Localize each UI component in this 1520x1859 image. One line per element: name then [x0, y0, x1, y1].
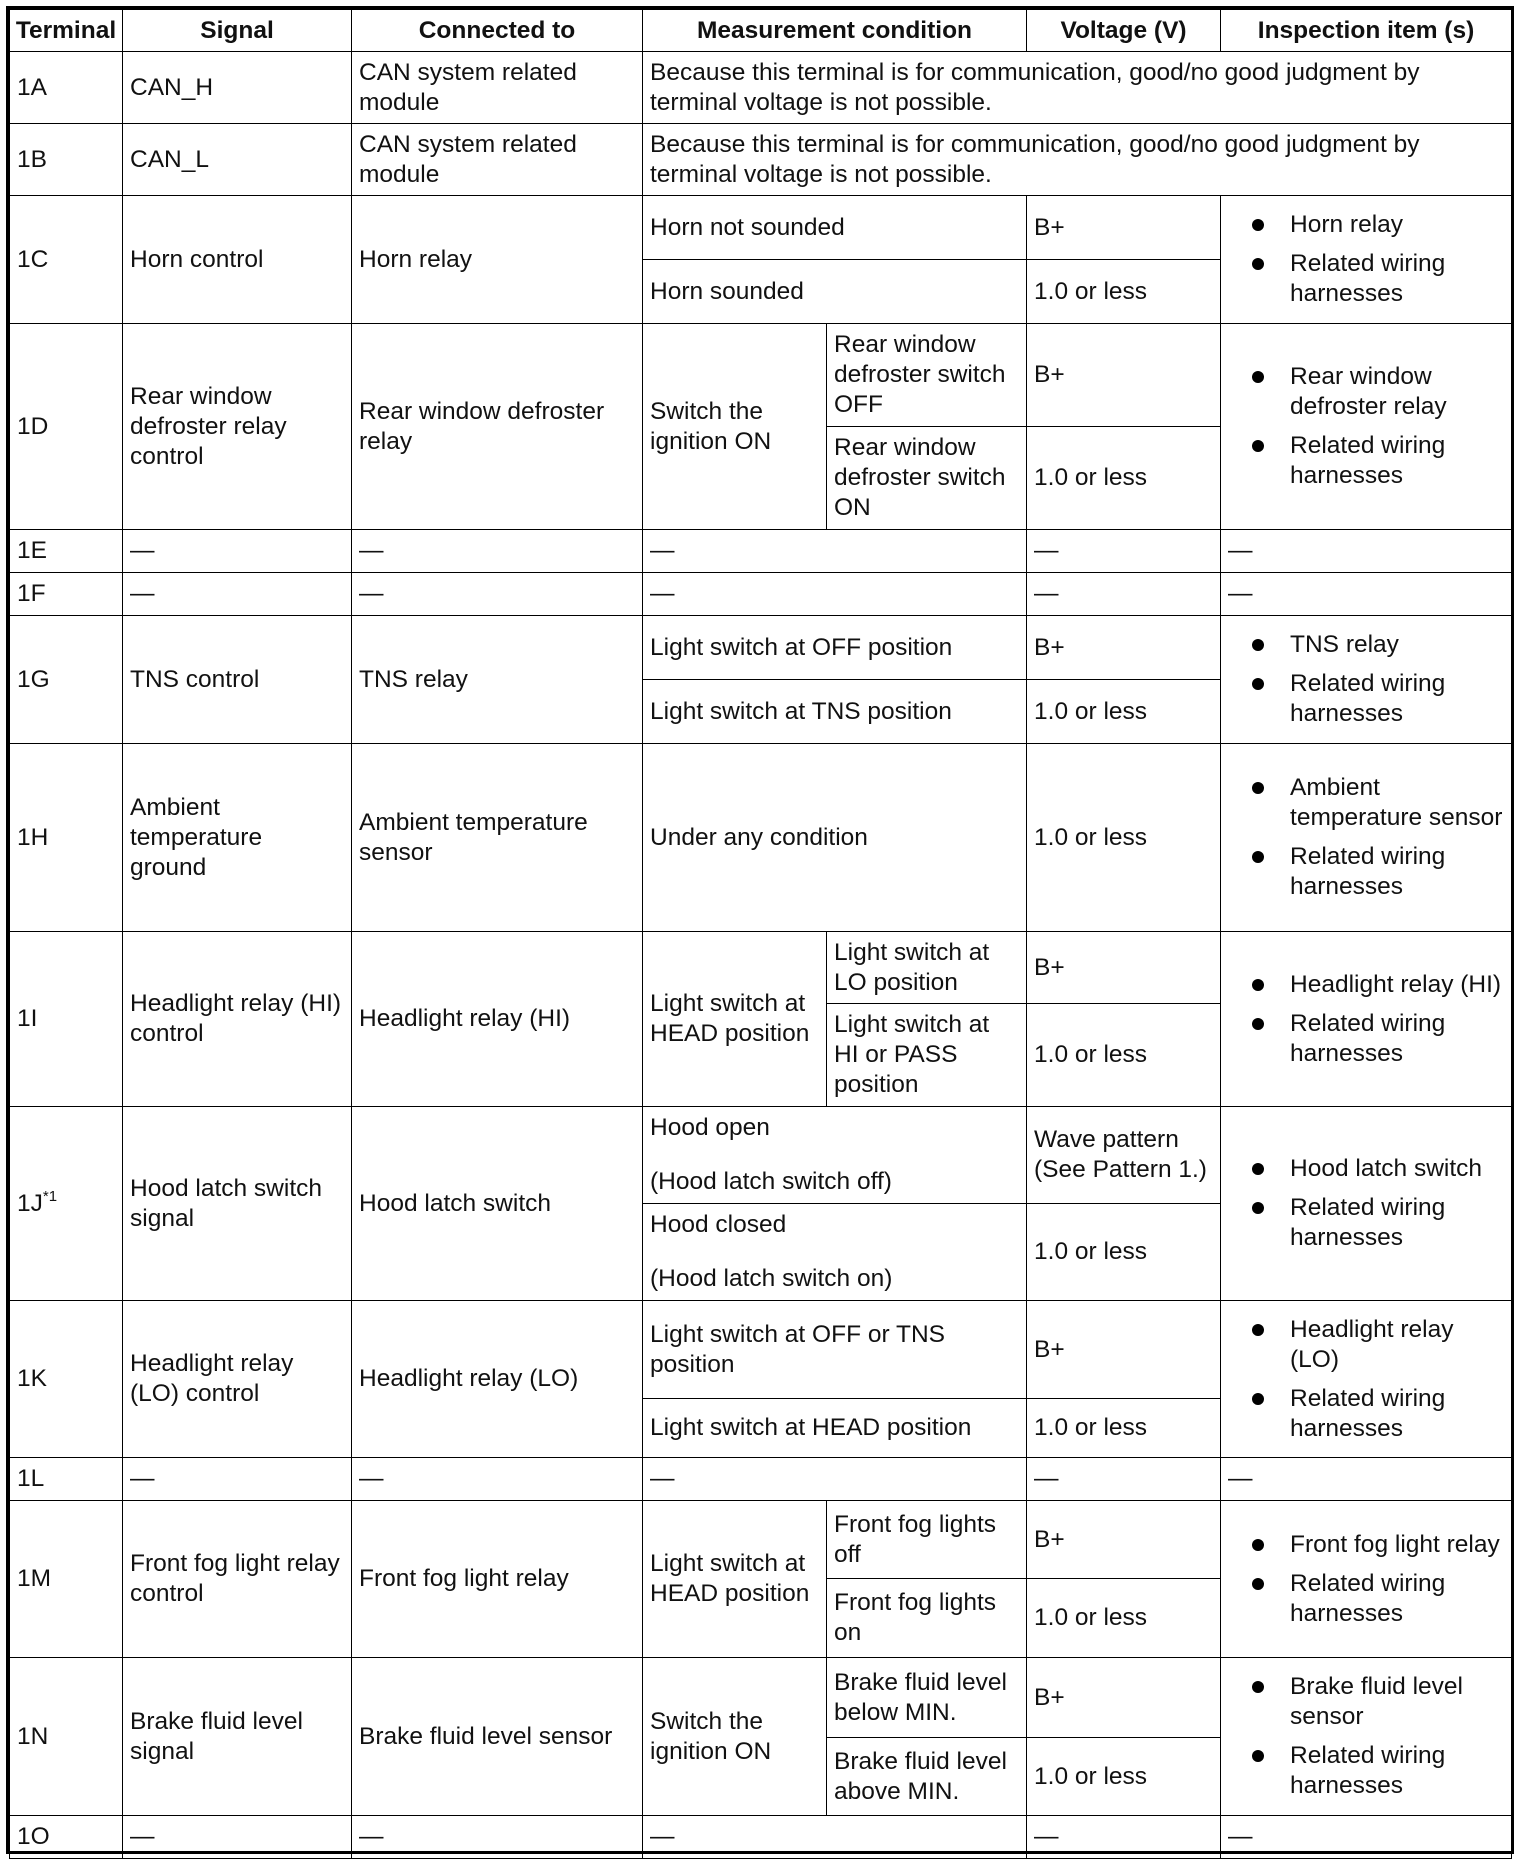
table-row [10, 124, 1512, 196]
voltage-cell: B+ [1027, 1301, 1221, 1399]
terminal-cell: 1C [10, 196, 123, 324]
inspection-item: Related wiring harnesses [1252, 1193, 1504, 1253]
voltage-cell: 1.0 or less [1027, 1399, 1221, 1458]
sub-condition-cell: Front fog lights off [827, 1501, 1027, 1579]
empty-cell: — [643, 1458, 1027, 1501]
empty-cell: — [1027, 1458, 1221, 1501]
header-measurement-condition: Measurement condition [643, 10, 1027, 52]
terminal-cell [10, 1107, 123, 1301]
empty-cell: — [352, 1458, 643, 1501]
terminal-cell: 1N [10, 1658, 123, 1816]
inspection-item: Ambient temperature sensor [1252, 773, 1504, 833]
empty-cell: — [1221, 530, 1512, 573]
terminal-cell: 1B [10, 124, 123, 196]
voltage-cell: B+ [1027, 616, 1221, 680]
header-signal: Signal [123, 10, 352, 52]
table-row [10, 744, 1512, 932]
terminal-cell: 1L [10, 1458, 123, 1501]
signal-cell: Rear window defroster relay control [123, 324, 352, 530]
inspection-cell [1221, 1658, 1512, 1816]
inspection-cell [1221, 324, 1512, 530]
empty-cell: — [352, 573, 643, 616]
sub-condition-cell: Rear window defroster switch ON [827, 427, 1027, 530]
voltage-cell: 1.0 or less [1027, 744, 1221, 932]
signal-cell: CAN_H [123, 52, 352, 124]
inspection-cell [1221, 1501, 1512, 1658]
inspection-item: Related wiring harnesses [1252, 669, 1504, 729]
voltage-cell: B+ [1027, 1501, 1221, 1579]
empty-cell: — [123, 573, 352, 616]
empty-cell: — [1221, 1816, 1512, 1859]
communication-note: Because this terminal is for communication, good/no good judgment by terminal voltage is not possible. [643, 52, 1512, 124]
terminal-label: 1J [17, 1189, 43, 1217]
voltage-cell: 1.0 or less [1027, 1004, 1221, 1107]
inspection-cell [1221, 196, 1512, 324]
inspection-cell [1221, 1301, 1512, 1458]
terminal-cell: 1M [10, 1501, 123, 1658]
header-connected-to: Connected to [352, 10, 643, 52]
voltage-cell: B+ [1027, 932, 1221, 1004]
inspection-cell [1221, 932, 1512, 1107]
inspection-item: Front fog light relay [1252, 1530, 1504, 1560]
inspection-item: Headlight relay (HI) [1252, 970, 1504, 1000]
signal-cell: Ambient temperature ground [123, 744, 352, 932]
connected-cell: Hood latch switch [352, 1107, 643, 1301]
empty-cell: — [1221, 573, 1512, 616]
table-row [10, 196, 1512, 260]
terminal-cell: 1K [10, 1301, 123, 1458]
table-row [10, 324, 1512, 427]
voltage-cell: B+ [1027, 1658, 1221, 1738]
condition-cell: Light switch at OFF or TNS position [643, 1301, 1027, 1399]
condition-line: (Hood latch switch off) [650, 1168, 892, 1195]
table-row [10, 52, 1512, 124]
condition-cell: Under any condition [643, 744, 1027, 932]
condition-cell: Light switch at HEAD position [643, 1501, 827, 1658]
empty-cell: — [643, 573, 1027, 616]
signal-cell: CAN_L [123, 124, 352, 196]
terminal-cell: 1I [10, 932, 123, 1107]
inspection-cell [1221, 616, 1512, 744]
inspection-item: Headlight relay (LO) [1252, 1315, 1504, 1375]
empty-cell: — [1221, 1458, 1512, 1501]
signal-cell: Horn control [123, 196, 352, 324]
empty-cell: — [123, 530, 352, 573]
sub-condition-cell: Brake fluid level below MIN. [827, 1658, 1027, 1738]
empty-cell: — [352, 1816, 643, 1859]
signal-cell: Brake fluid level signal [123, 1658, 352, 1816]
signal-cell: Hood latch switch signal [123, 1107, 352, 1301]
voltage-cell: 1.0 or less [1027, 1738, 1221, 1816]
connected-cell: TNS relay [352, 616, 643, 744]
voltage-cell: 1.0 or less [1027, 427, 1221, 530]
condition-cell: Switch the ignition ON [643, 1658, 827, 1816]
empty-cell: — [643, 1816, 1027, 1859]
inspection-item: Rear window defroster relay [1252, 362, 1504, 422]
terminal-cell: 1E [10, 530, 123, 573]
communication-note: Because this terminal is for communication, good/no good judgment by terminal voltage is not possible. [643, 124, 1512, 196]
connected-cell: Front fog light relay [352, 1501, 643, 1658]
condition-cell: Light switch at OFF position [643, 616, 1027, 680]
empty-cell: — [123, 1458, 352, 1501]
inspection-item: Related wiring harnesses [1252, 431, 1504, 491]
connected-cell: Headlight relay (HI) [352, 932, 643, 1107]
sub-condition-cell: Front fog lights on [827, 1579, 1027, 1658]
table-row [10, 530, 1512, 573]
inspection-item: Related wiring harnesses [1252, 1569, 1504, 1629]
terminal-cell: 1F [10, 573, 123, 616]
sub-condition-cell: Light switch at LO position [827, 932, 1027, 1004]
terminal-cell: 1H [10, 744, 123, 932]
terminal-voltage-table [6, 6, 1514, 1854]
table-row [10, 573, 1512, 616]
table-row [10, 1301, 1512, 1399]
sub-condition-cell: Light switch at HI or PASS position [827, 1004, 1027, 1107]
inspection-item: Hood latch switch [1252, 1154, 1504, 1184]
signal-cell: Front fog light relay control [123, 1501, 352, 1658]
voltage-cell: 1.0 or less [1027, 1579, 1221, 1658]
inspection-item: Related wiring harnesses [1252, 1741, 1504, 1801]
terminal-cell: 1G [10, 616, 123, 744]
condition-cell: Switch the ignition ON [643, 324, 827, 530]
condition-line: (Hood latch switch on) [650, 1265, 893, 1292]
connected-cell: Rear window defroster relay [352, 324, 643, 530]
inspection-item: Related wiring harnesses [1252, 1009, 1504, 1069]
inspection-item: Brake fluid level sensor [1252, 1672, 1504, 1732]
table-row [10, 932, 1512, 1004]
empty-cell: — [1027, 530, 1221, 573]
signal-cell: Headlight relay (LO) control [123, 1301, 352, 1458]
terminal-cell: 1O [10, 1816, 123, 1859]
header-terminal: Terminal [10, 10, 123, 52]
condition-cell: Horn not sounded [643, 196, 1027, 260]
header-row [10, 10, 1512, 52]
connected-cell: CAN system related module [352, 52, 643, 124]
voltage-cell: Wave pattern (See Pattern 1.) [1027, 1107, 1221, 1204]
voltage-cell: B+ [1027, 196, 1221, 260]
terminal-cell: 1A [10, 52, 123, 124]
table-row [10, 1501, 1512, 1579]
signal-cell: Headlight relay (HI) control [123, 932, 352, 1107]
condition-cell [643, 1204, 1027, 1301]
condition-cell: Light switch at TNS position [643, 680, 1027, 744]
inspection-item: Related wiring harnesses [1252, 249, 1504, 309]
connected-cell: Ambient temperature sensor [352, 744, 643, 932]
condition-line: Hood closed [650, 1211, 787, 1238]
sub-condition-cell: Rear window defroster switch OFF [827, 324, 1027, 427]
empty-cell: — [643, 530, 1027, 573]
footnote-marker: *1 [42, 1187, 58, 1205]
voltage-cell: 1.0 or less [1027, 680, 1221, 744]
connected-cell: Horn relay [352, 196, 643, 324]
table-row [10, 1658, 1512, 1738]
voltage-cell: 1.0 or less [1027, 1204, 1221, 1301]
empty-cell: — [352, 530, 643, 573]
inspection-item: TNS relay [1252, 630, 1504, 660]
inspection-cell [1221, 1107, 1512, 1301]
inspection-item: Related wiring harnesses [1252, 1384, 1504, 1444]
inspection-item: Horn relay [1252, 210, 1504, 240]
table-row [10, 1107, 1512, 1204]
condition-cell [643, 1107, 1027, 1204]
condition-cell: Light switch at HEAD position [643, 1399, 1027, 1458]
inspection-item: Related wiring harnesses [1252, 842, 1504, 902]
connected-cell: CAN system related module [352, 124, 643, 196]
empty-cell: — [1027, 1816, 1221, 1859]
table-row [10, 1458, 1512, 1501]
condition-cell: Light switch at HEAD position [643, 932, 827, 1107]
voltage-cell: 1.0 or less [1027, 260, 1221, 324]
voltage-cell: B+ [1027, 324, 1221, 427]
condition-line: Hood open [650, 1114, 770, 1141]
header-voltage: Voltage (V) [1027, 10, 1221, 52]
signal-cell: TNS control [123, 616, 352, 744]
terminal-cell: 1D [10, 324, 123, 530]
connected-cell: Headlight relay (LO) [352, 1301, 643, 1458]
inspection-cell [1221, 744, 1512, 932]
header-inspection-items: Inspection item (s) [1221, 10, 1512, 52]
empty-cell: — [123, 1816, 352, 1859]
table-row [10, 1816, 1512, 1859]
condition-cell: Horn sounded [643, 260, 1027, 324]
sub-condition-cell: Brake fluid level above MIN. [827, 1738, 1027, 1816]
empty-cell: — [1027, 573, 1221, 616]
table-row [10, 616, 1512, 680]
connected-cell: Brake fluid level sensor [352, 1658, 643, 1816]
